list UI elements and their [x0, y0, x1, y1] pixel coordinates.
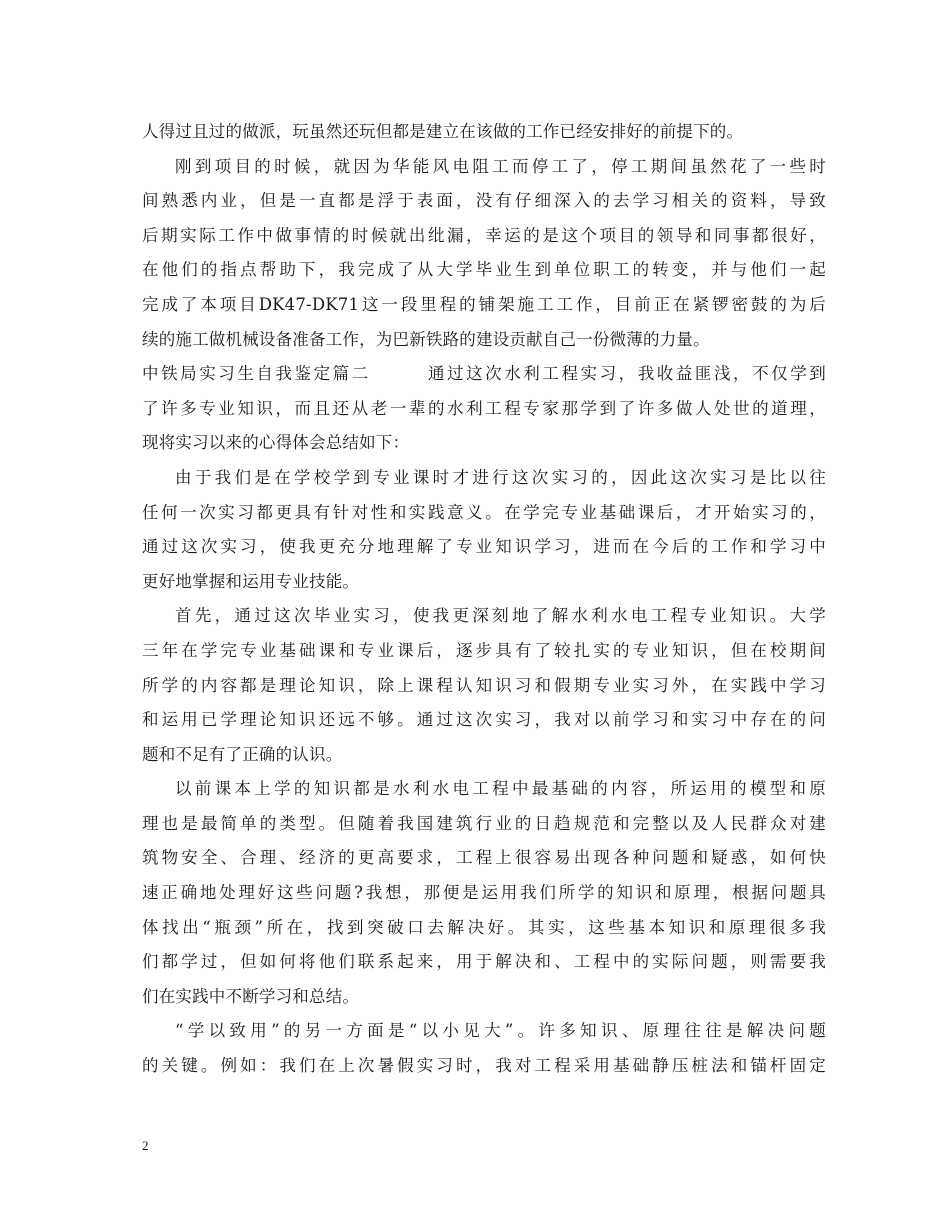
body-text [142, 115, 826, 1084]
text-line: 在他们的指点帮助下，我完成了从大学毕业生到单位职工的转变，并与他们一起 [142, 260, 826, 280]
page-number: 2 [142, 1138, 149, 1153]
text-line: 筑物安全、合理、经济的更高要求，工程上很容易出现各种问题和疑惑，如何快 [142, 848, 826, 868]
text-line: 三年在学完专业基础课和专业课后，逐步具有了较扎实的专业知识，但在校期间 [142, 640, 826, 660]
text-line: 人得过且过的做派，玩虽然还玩但都是建立在该做的工作已经安排好的前提下的。 [142, 122, 744, 141]
text-line: 和运用已学理论知识还远不够。通过这次实习，我对以前学习和实习中存在的问 [142, 710, 826, 730]
text-line: 了许多专业知识，而且还从老一辈的水利工程专家那学到了许多做人处世的道理， [142, 398, 826, 418]
text-line: 理也是最简单的类型。但随着我国建筑行业的日趋规范和完整以及人民群众对建 [142, 813, 826, 833]
text-line: 由于我们是在学校学到专业课时才进行这次实习的，因此这次实习是比以往 [175, 467, 826, 487]
text-line: 完成了本项目DK47-DK71这一段里程的铺架施工工作，目前正在紧锣密鼓的为后 [142, 294, 826, 314]
text-line: 速正确地处理好这些问题?我想，那便是运用我们所学的知识和原理，根据问题具 [142, 883, 826, 903]
text-line: 题和不足有了正确的认识。 [142, 744, 343, 764]
text-line: 续的施工做机械设备准备工作，为巴新铁路的建设贡献自己一份微薄的力量。 [142, 329, 710, 349]
text-line: 后期实际工作中做事情的时候就出纰漏，幸运的是这个项目的领导和同事都很好， [142, 225, 826, 245]
section-heading-line: 中铁局实习生自我鉴定篇二 通过这次水利工程实习，我收益匪浅，不仅学到 [142, 364, 826, 384]
text-line: 们在实践中不断学习和总结。 [142, 986, 360, 1006]
text-line: 现将实习以来的心得体会总结如下： [142, 433, 410, 453]
text-line: “学以致用”的另一方面是“以小见大”。许多知识、原理往往是解决问题 [175, 1021, 826, 1041]
text-line: 任何一次实习都更具有针对性和实践意义。在学完专业基础课后，才开始实习的， [142, 502, 826, 522]
text-line: 们都学过，但如何将他们联系起来，用于解决和、工程中的实际问题，则需要我 [142, 952, 826, 972]
text-line: 刚到项目的时候，就因为华能风电阻工而停工了，停工期间虽然花了一些时 [175, 156, 826, 176]
text-line: 间熟悉内业，但是一直都是浮于表面，没有仔细深入的去学习相关的资料，导致 [142, 191, 826, 211]
text-line: 更好地掌握和运用专业技能。 [142, 571, 360, 591]
text-line: 以前课本上学的知识都是水利水电工程中最基础的内容，所运用的模型和原 [175, 779, 826, 799]
text-line: 通过这次实习，使我更充分地理解了专业知识学习，进而在今后的工作和学习中 [142, 537, 826, 557]
text-line: 的关键。例如：我们在上次暑假实习时，我对工程采用基础静压桩法和锚杆固定 [142, 1056, 826, 1076]
text-line: 体找出“瓶颈”所在，找到突破口去解决好。其实，这些基本知识和原理很多我 [142, 917, 826, 937]
text-line: 首先，通过这次毕业实习，使我更深刻地了解水利水电工程专业知识。大学 [175, 606, 826, 626]
text-line: 所学的内容都是理论知识，除上课程认知识习和假期专业实习外，在实践中学习 [142, 675, 826, 695]
